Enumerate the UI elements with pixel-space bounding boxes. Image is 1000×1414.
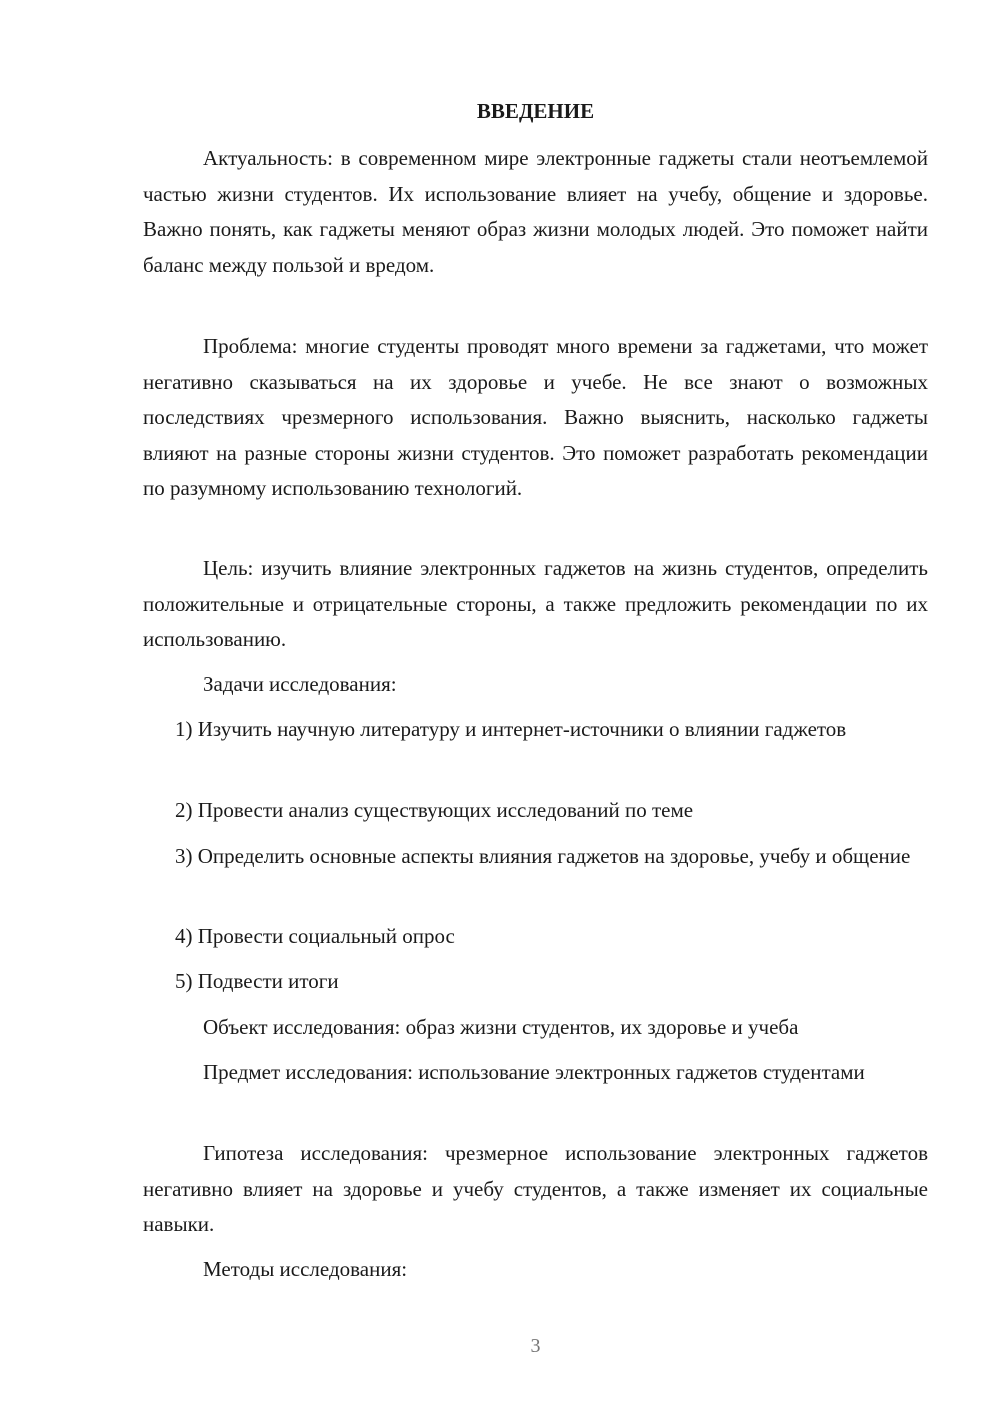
- page-number: 3: [530, 1335, 541, 1357]
- task-item-5: 5) Подвести итоги: [175, 969, 339, 993]
- subject-paragraph: Предмет исследования: использование электронных гаджетов студентами: [203, 1060, 865, 1084]
- task-item-1: 1) Изучить научную литературу и интернет-источники о влиянии гаджетов: [175, 717, 847, 741]
- problem-paragraph: Проблема: многие студенты проводят много времени за гаджетами, что может негативно сказываться на их здоровье и учебе. Не все знают о возможных последствиях чрезмерного использования. Важно выяснить, насколько гаджеты влияют на разные стороны жизни студентов. Это поможет разработать рекомендации по разумному использованию технологий.: [143, 334, 928, 500]
- page-title: ВВЕДЕНИЕ: [476, 99, 595, 123]
- hypothesis-paragraph: Гипотеза исследования: чрезмерное использование электронных гаджетов негативно влияет на здоровье и учебу студентов, а также изменяет их социальные навыки.: [143, 1141, 928, 1236]
- task-item-3: 3) Определить основные аспекты влияния гаджетов на здоровье, учебу и общение: [175, 844, 911, 868]
- document-page: [143, 0, 928, 1414]
- object-paragraph: Объект исследования: образ жизни студентов, их здоровье и учеба: [203, 1015, 799, 1039]
- task-item-2: 2) Провести анализ существующих исследований по теме: [175, 798, 694, 822]
- goal-paragraph: Цель: изучить влияние электронных гаджетов на жизнь студентов, определить положительные и отрицательные стороны, а также предложить рекомендации по их использованию.: [143, 556, 928, 651]
- tasks-heading: Задачи исследования:: [203, 672, 397, 696]
- methods-heading: Методы исследования:: [203, 1257, 408, 1281]
- relevance-paragraph: Актуальность: в современном мире электронные гаджеты стали неотъемлемой частью жизни студентов. Их использование влияет на учебу, общение и здоровье. Важно понять, как гаджеты меняют образ жизни молодых людей. Это поможет найти баланс между пользой и вредом.: [143, 146, 928, 277]
- task-item-4: 4) Провести социальный опрос: [175, 924, 455, 948]
